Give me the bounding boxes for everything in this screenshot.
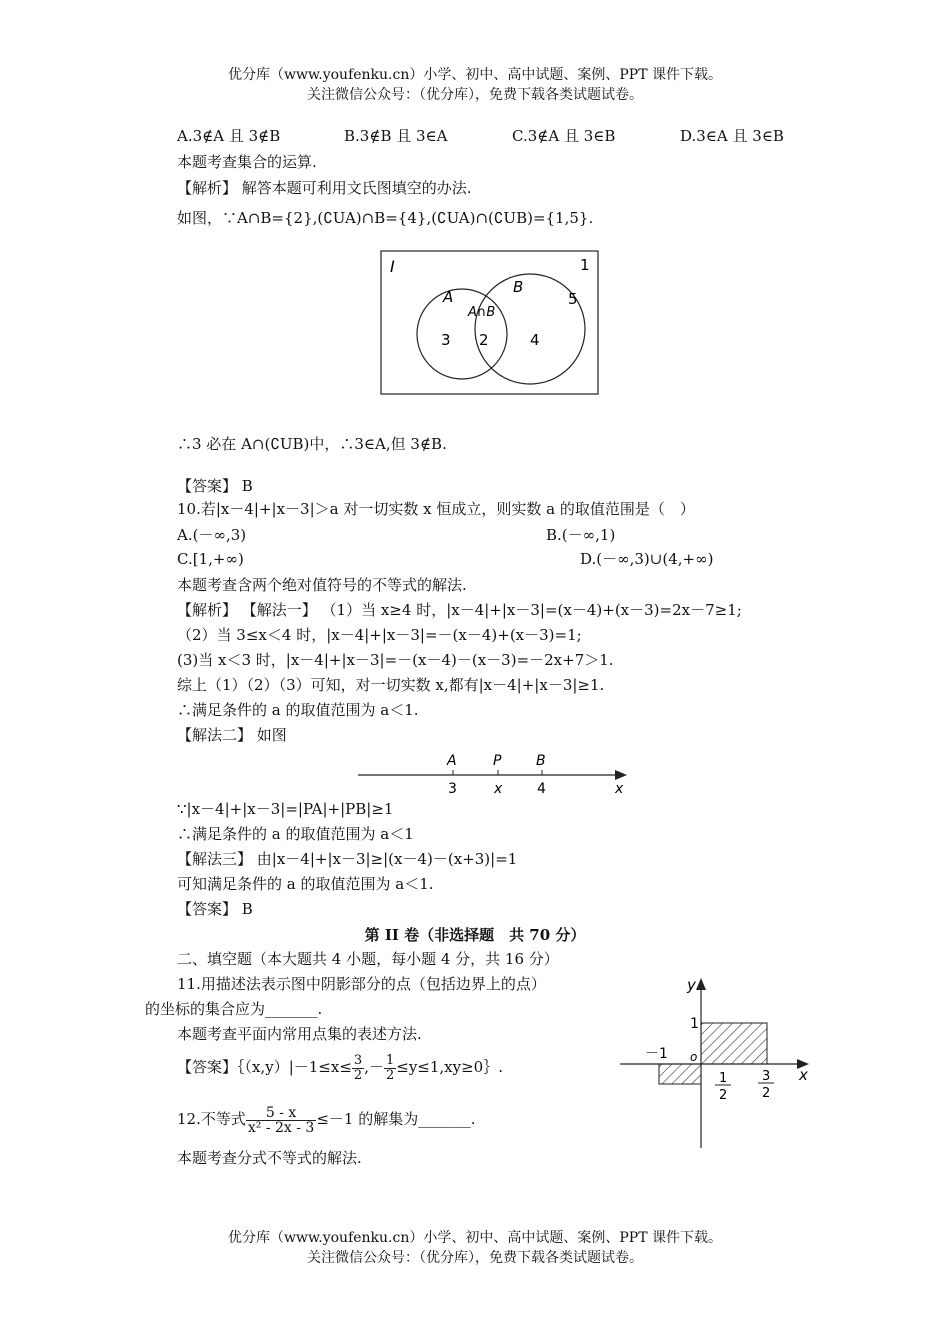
- q10-method1-line3: (3)当 x＜3 时，|x－4|+|x－3|=－(x－4)－(x－3)=－2x+7＞1.: [177, 651, 614, 669]
- q12-suffix: ≤－1 的解集为_______.: [316, 1110, 476, 1128]
- venn-label-A: A: [443, 288, 454, 306]
- q9-given: 如图，∵A∩B={2},(∁UA)∩B={4},(∁UA)∩(∁UB)={1,5}.: [177, 209, 594, 227]
- q9-option-a: A.3∉A 且 3∉B: [177, 127, 281, 145]
- venn-label-I: I: [390, 257, 395, 276]
- numline-label-B: B: [536, 753, 546, 769]
- numline-label-P: P: [493, 753, 502, 769]
- q9-option-b: B.3∉B 且 3∈A: [344, 127, 448, 145]
- q10-method2-line2: ∴满足条件的 a 的取值范围为 a＜1: [177, 825, 414, 843]
- q10-method1-line1: 【解析】 【解法一】 （1）当 x≥4 时，|x－4|+|x－3|=(x－4)+(x－3)=2x－7≥1;: [177, 601, 742, 619]
- graph-label-1: 1: [690, 1016, 699, 1032]
- part2-section: 二、填空题（本大题共 4 小题，每小题 4 分，共 16 分）: [177, 950, 559, 968]
- q11-stem-line2: 的坐标的集合应为_______.: [145, 1000, 323, 1018]
- q12-fraction-numerator: 5 - x: [246, 1106, 316, 1121]
- q10-method1-line5: ∴满足条件的 a 的取值范围为 a＜1.: [177, 701, 419, 719]
- q11-answer: [177, 1047, 503, 1087]
- q10-method1-line2: （2）当 3≤x＜4 时，|x－4|+|x－3|=－(x－4)+(x－3)=1;: [177, 626, 582, 644]
- q10-option-a: A.(－∞,3): [177, 526, 247, 544]
- shaded-region-graph: [615, 972, 815, 1150]
- q10-method3-line2: 可知满足条件的 a 的取值范围为 a＜1.: [177, 875, 434, 893]
- q11-frac1-denominator: 2: [353, 1067, 363, 1083]
- page-footer-line2: 关注微信公众号：（优分库），免费下载各类试题试卷。: [307, 1250, 643, 1266]
- q10-method2-title: 【解法二】 如图: [177, 726, 287, 744]
- graph-label-y: y: [687, 976, 696, 994]
- q10-option-b: B.(－∞,1): [546, 526, 616, 544]
- venn-label-2: 2: [479, 331, 489, 349]
- numline-tick-x: x: [494, 781, 503, 797]
- q11-answer-fraction-3-2: [352, 1054, 364, 1083]
- q11-topic: 本题考查平面内常用点集的表述方法.: [177, 1025, 422, 1043]
- venn-label-4: 4: [530, 331, 540, 349]
- page-footer-line1: 优分库（www.youfenku.cn）小学、初中、高中试题、案例、PPT 课件下载。: [227, 1230, 722, 1246]
- graph-label-3half-den: 2: [762, 1086, 771, 1101]
- q9-answer: 【答案】 B: [177, 477, 253, 495]
- numline-axis-x: x: [615, 781, 624, 797]
- graph-label-neg1: －1: [645, 1046, 668, 1062]
- q10-option-c: C.[1,+∞): [177, 550, 244, 568]
- venn-label-3: 3: [441, 331, 451, 349]
- venn-label-5: 5: [568, 290, 578, 308]
- venn-label-1: 1: [580, 256, 590, 274]
- q9-analysis: 【解析】 解答本题可利用文氏图填空的办法.: [177, 179, 472, 197]
- part2-title: 第 II 卷（非选择题 共 70 分）: [364, 926, 586, 944]
- graph-label-origin: o: [690, 1050, 698, 1064]
- q9-option-c: C.3∉A 且 3∈B: [512, 127, 616, 145]
- q12-stem: [177, 1097, 476, 1141]
- q11-answer-fraction-1-2: [384, 1054, 396, 1083]
- venn-label-B: B: [513, 278, 524, 296]
- graph-label-x: x: [799, 1066, 808, 1084]
- numline-label-A: A: [447, 753, 457, 769]
- q9-conclusion: ∴3 必在 A∩(∁UB)中，∴3∈A,但 3∉B.: [177, 435, 447, 453]
- q9-topic: 本题考查集合的运算.: [177, 153, 317, 171]
- numline-tick-4: 4: [537, 781, 546, 797]
- q12-prefix: 12.不等式: [177, 1110, 246, 1128]
- q10-option-d: D.(－∞,3)∪(4,+∞): [580, 550, 714, 568]
- q10-method1-line4: 综上（1）（2）（3）可知，对一切实数 x,都有|x－4|+|x－3|≥1.: [177, 676, 605, 694]
- q11-answer-middle: ,－: [364, 1058, 384, 1076]
- q11-stem-line1: 11.用描述法表示图中阴影部分的点（包括边界上的点）: [177, 975, 546, 993]
- q11-frac2-numerator: 1: [385, 1052, 395, 1068]
- q11-answer-suffix: ≤y≤1,xy≥0｝.: [396, 1058, 503, 1076]
- q11-frac2-denominator: 2: [385, 1067, 395, 1083]
- q12-fraction-denominator: x² - 2x - 3: [247, 1119, 315, 1136]
- graph-label-3half-num: 3: [762, 1069, 771, 1084]
- venn-diagram: [380, 250, 602, 396]
- graph-label-half-den: 2: [719, 1088, 728, 1103]
- venn-label-AB: A∩B: [468, 305, 496, 320]
- q10-method2-line1: ∵|x－4|+|x－3|=|PA|+|PB|≥1: [177, 800, 394, 818]
- numline-tick-3: 3: [448, 781, 457, 797]
- number-line: [355, 748, 635, 798]
- q12-fraction: [246, 1106, 316, 1135]
- page-header-line2: 关注微信公众号：（优分库），免费下载各类试题试卷。: [307, 87, 643, 103]
- q12-topic: 本题考查分式不等式的解法.: [177, 1149, 362, 1167]
- graph-label-half-num: 1: [719, 1071, 728, 1086]
- q10-topic: 本题考查含两个绝对值符号的不等式的解法.: [177, 576, 467, 594]
- q9-option-d: D.3∈A 且 3∈B: [680, 127, 784, 145]
- q10-stem: 10.若|x－4|+|x－3|＞a 对一切实数 x 恒成立，则实数 a 的取值范围是（ ）: [177, 500, 695, 518]
- q10-method3-line1: 【解法三】 由|x－4|+|x－3|≥|(x－4)－(x+3)|=1: [177, 850, 518, 868]
- q10-answer: 【答案】 B: [177, 900, 253, 918]
- q11-answer-prefix: 【答案】｛（x,y）|－1≤x≤: [177, 1058, 352, 1076]
- q11-frac1-numerator: 3: [353, 1052, 363, 1068]
- page-header-line1: 优分库（www.youfenku.cn）小学、初中、高中试题、案例、PPT 课件下载。: [227, 67, 722, 83]
